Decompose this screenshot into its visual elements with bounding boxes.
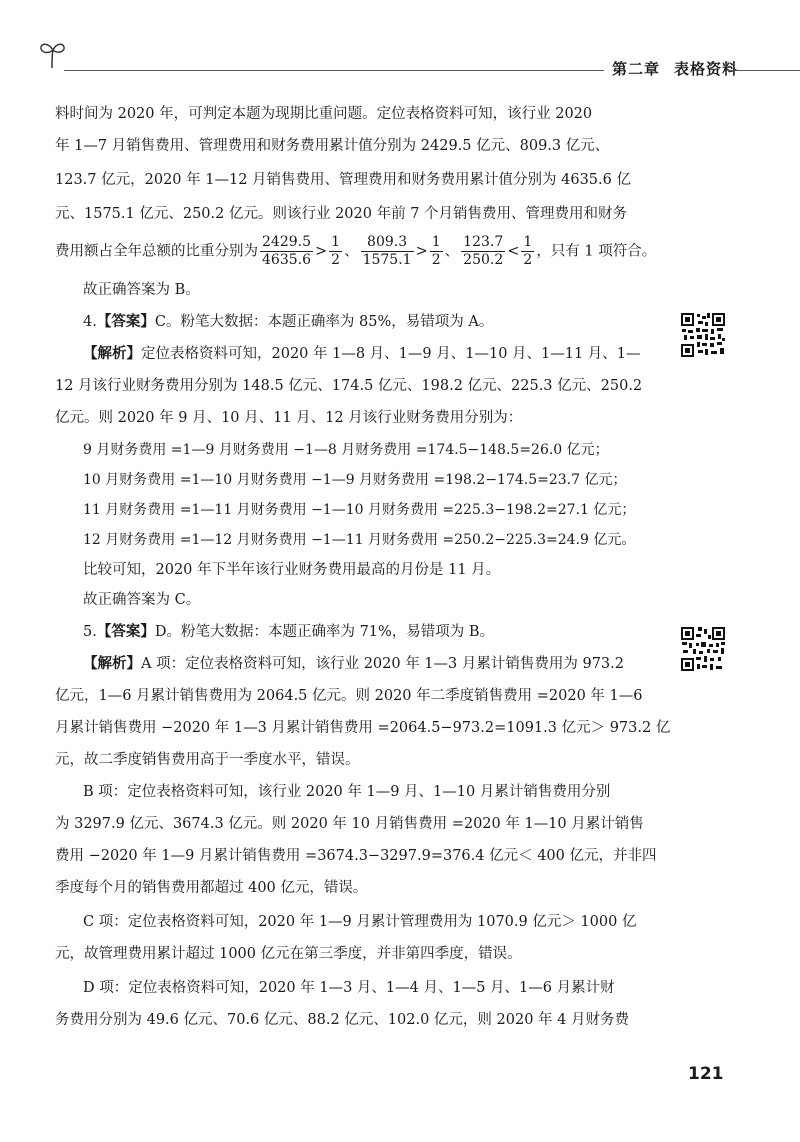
text-line: 亿元。则 2020 年 9 月、10 月、11 月、12 月该行业财务费用分别为： xyxy=(55,410,523,426)
text-line: D 项：定位表格资料可知，2020 年 1—3 月、1—4 月、1—5 月、1—6 月累计财 xyxy=(83,980,615,996)
separator: 、 xyxy=(344,243,359,260)
analysis-text: 定位表格资料可知，2020 年 1—8 月、1—9 月、1—10 月、1—11 月、1— xyxy=(141,346,641,362)
fraction-denominator: 250.2 xyxy=(463,252,504,268)
analysis-text: A 项：定位表格资料可知，该行业 2020 年 1—3 月累计销售费用为 973.2 xyxy=(141,656,624,672)
fraction xyxy=(329,234,342,269)
fraction xyxy=(521,234,534,269)
header-rule-right xyxy=(728,70,800,71)
question-5-answer xyxy=(83,622,494,642)
qr-code-icon[interactable] xyxy=(680,626,726,672)
comparison-sign: > xyxy=(415,243,428,260)
chapter-title: 表格资料 xyxy=(674,60,739,78)
answer-tag: 【答案】 xyxy=(96,623,155,640)
answer-text: D。粉笔大数据：本题正确率为 71%，易错项为 B。 xyxy=(154,624,495,640)
text-line: 季度每个月的销售费用都超过 400 亿元，错误。 xyxy=(55,880,368,896)
fraction-numerator: 1 xyxy=(523,234,533,250)
text-line: 123.7 亿元，2020 年 1—12 月销售费用、管理费用和财务费用累计值分别为 4635.6 亿 xyxy=(55,172,631,188)
analysis-line xyxy=(83,344,641,364)
text-line: 月累计销售费用 −2020 年 1—3 月累计销售费用 =2064.5−973.2=1091.3 亿元＞ 973.2 亿 xyxy=(55,720,671,736)
text-line: 元，故管理费用累计超过 1000 亿元在第三季度，并非第四季度，错误。 xyxy=(55,946,522,962)
analysis-tag: 【解析】 xyxy=(83,655,141,672)
text-line: C 项：定位表格资料可知，2020 年 1—9 月累计管理费用为 1070.9 亿元＞ 1000 亿 xyxy=(83,914,637,930)
fraction xyxy=(260,234,313,269)
comparison-sign: > xyxy=(315,243,328,260)
fraction-denominator: 2 xyxy=(331,252,341,268)
fraction xyxy=(430,234,443,269)
page-number: 121 xyxy=(688,1064,724,1084)
text-line: 元，故二季度销售费用高于一季度水平，错误。 xyxy=(55,752,360,768)
question-4-answer xyxy=(83,312,493,332)
text-line: 料时间为 2020 年，可判定本题为现期比重问题。定位表格资料可知，该行业 2020 xyxy=(55,106,593,122)
fraction-denominator: 4635.6 xyxy=(262,252,311,268)
text-line: 费用 −2020 年 1—9 月累计销售费用 =3674.3−3297.9=376.4 亿元＜ 400 亿元，并非四 xyxy=(55,848,657,864)
answer-line: 故正确答案为 C。 xyxy=(83,592,201,608)
fraction-numerator: 2429.5 xyxy=(262,234,311,250)
answer-tag: 【答案】 xyxy=(96,313,155,330)
text-line: 亿元，1—6 月累计销售费用为 2064.5 亿元。则 2020 年二季度销售费用 =2020 年 1—6 xyxy=(55,688,643,704)
page-header xyxy=(38,38,800,78)
calc-line: 12 月财务费用 =1—12 月财务费用 −1—11 月财务费用 =250.2−225.3=24.9 亿元。 xyxy=(83,532,636,548)
fraction-denominator: 2 xyxy=(431,252,441,268)
text-line: 年 1—7 月销售费用、管理费用和财务费用累计值分别为 2429.5 亿元、809.3 亿元、 xyxy=(55,138,610,154)
header-rule-left xyxy=(64,70,604,71)
fraction-numerator: 809.3 xyxy=(361,234,414,252)
text-line: 比较可知，2020 年下半年该行业财务费用最高的月份是 11 月。 xyxy=(83,562,501,578)
text-line: 务费用分别为 49.6 亿元、70.6 亿元、88.2 亿元、102.0 亿元，则 2020 年 4 月财务费 xyxy=(55,1012,629,1028)
fraction-numerator: 1 xyxy=(431,234,441,250)
qr-code-icon[interactable] xyxy=(680,312,726,358)
fraction xyxy=(461,234,505,269)
separator: 、 xyxy=(444,243,460,260)
fraction-denominator: 1575.1 xyxy=(362,252,412,268)
sprout-icon xyxy=(38,38,68,72)
answer-text: C。粉笔大数据：本题正确率为 85%，易错项为 A。 xyxy=(154,314,494,330)
calc-line: 11 月财务费用 =1—11 月财务费用 −1—10 月财务费用 =225.3−198.2=27.1 亿元； xyxy=(83,502,636,518)
fraction-numerator: 123.7 xyxy=(463,234,504,250)
text-line: 为 3297.9 亿元、3674.3 亿元。则 2020 年 10 月销售费用 =2020 年 1—10 月累计销售 xyxy=(55,816,644,832)
comparison-sign: < xyxy=(507,243,520,260)
ratio-formula-line xyxy=(55,234,656,269)
calc-line: 9 月财务费用 =1—9 月财务费用 −1—8 月财务费用 =174.5−148.5=26.0 亿元； xyxy=(83,442,609,458)
text-line: 元、1575.1 亿元、250.2 亿元。则该行业 2020 年前 7 个月销售费用、管理费用和财务 xyxy=(55,206,628,222)
fraction-numerator: 1 xyxy=(331,234,341,250)
formula-lead: 费用额占全年总额的比重分别为 xyxy=(55,243,258,260)
calc-line: 10 月财务费用 =1—10 月财务费用 −1—9 月财务费用 =198.2−174.5=23.7 亿元； xyxy=(83,472,627,488)
question-number: 5. xyxy=(83,624,97,640)
analysis-line xyxy=(83,654,624,674)
formula-tail: ，只有 1 项符合。 xyxy=(536,243,657,260)
fraction-denominator: 2 xyxy=(523,252,533,268)
fraction xyxy=(361,234,414,269)
answer-line: 故正确答案为 B。 xyxy=(83,282,200,298)
question-number: 4. xyxy=(83,314,97,330)
chapter-number: 第二章 xyxy=(612,60,661,78)
text-line: 12 月该行业财务费用分别为 148.5 亿元、174.5 亿元、198.2 亿元、225.3 亿元、250.2 xyxy=(55,378,643,394)
analysis-tag: 【解析】 xyxy=(83,345,141,362)
text-line: B 项：定位表格资料可知，该行业 2020 年 1—9 月、1—10 月累计销售费用分别 xyxy=(83,784,611,800)
chapter-heading xyxy=(612,58,752,79)
